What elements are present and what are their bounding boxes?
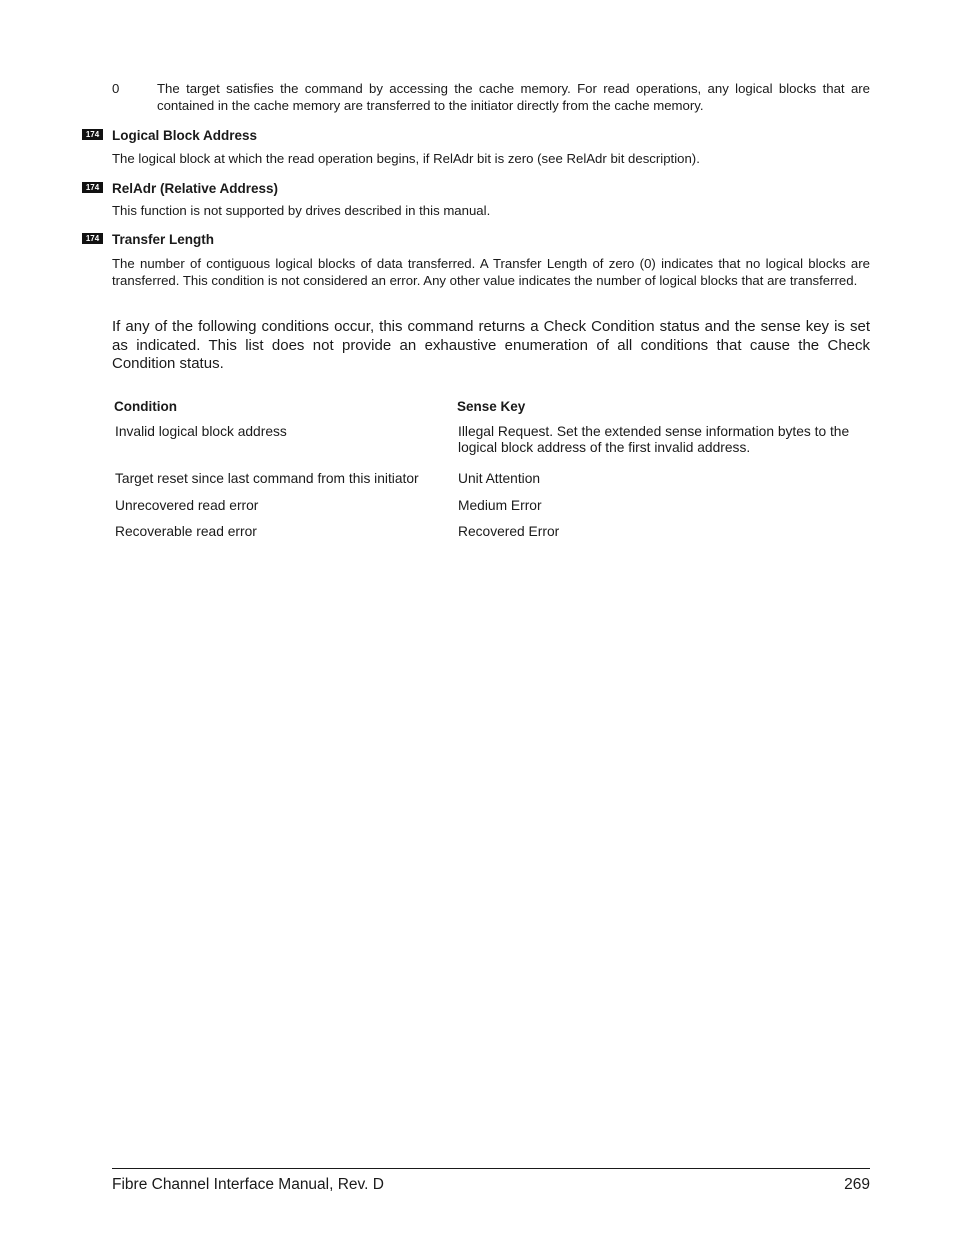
page-reference-badge: 174 [82, 233, 103, 244]
field-description-logical-block-address: The logical block at which the read operation begins, if RelAdr bit is zero (see RelAdr bit description). [112, 151, 700, 166]
table-cell-condition: Unrecovered read error [115, 498, 259, 513]
table-cell-sense-key: Illegal Request. Set the extended sense information bytes to the logical block address of the first invalid address. [458, 424, 850, 455]
field-description-reladr: This function is not supported by drives described in this manual. [112, 203, 491, 218]
table-cell-condition: Recoverable read error [115, 524, 257, 539]
field-heading-reladr: RelAdr (Relative Address) [112, 181, 279, 196]
field-description-transfer-length: The number of contiguous logical blocks of data transferred. A Transfer Length of zero (0) indicates that no logical blocks are transferred. This condition is not considered an error. Any other value indicates the number of logical blocks that are transferred. [112, 256, 870, 288]
list-item-text: The target satisfies the command by accessing the cache memory. For read operations, any logical blocks that are contained in the cache memory are transferred to the initiator directly from the cache memory. [157, 81, 870, 113]
footer-page-number: 269 [844, 1176, 870, 1193]
field-heading-transfer-length: Transfer Length [112, 232, 215, 247]
conditions-paragraph: If any of the following conditions occur, this command returns a Check Condition status and the sense key is set as indicated. This list does not provide an exhaustive enumeration of all conditions that cause the Check Condition status. [112, 318, 870, 372]
table-cell-sense-key: Medium Error [458, 498, 542, 513]
table-cell-sense-key: Recovered Error [458, 524, 560, 539]
table-cell-condition: Target reset since last command from this initiator [115, 471, 419, 486]
footer-divider [112, 1168, 870, 1169]
footer-manual-title: Fibre Channel Interface Manual, Rev. D [112, 1176, 384, 1193]
table-header-condition: Condition [114, 399, 177, 414]
page-reference-badge: 174 [82, 182, 103, 193]
table-cell-sense-key: Unit Attention [458, 471, 541, 486]
table-header-sense-key: Sense Key [457, 399, 526, 414]
list-item-number: 0 [112, 81, 120, 96]
field-heading-logical-block-address: Logical Block Address [112, 128, 258, 143]
page-reference-badge: 174 [82, 129, 103, 140]
table-cell-condition: Invalid logical block address [115, 424, 287, 439]
